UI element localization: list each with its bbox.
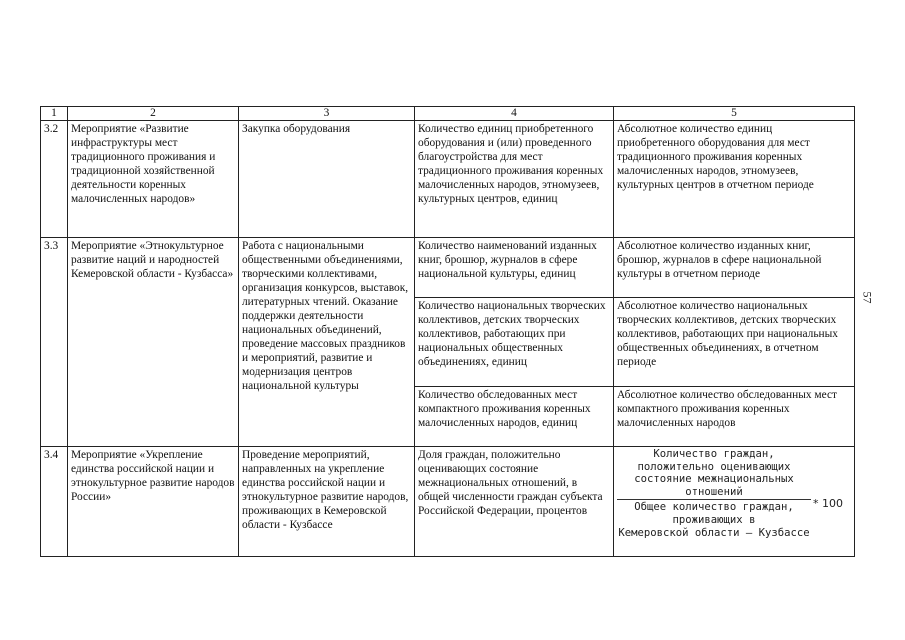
indicator-cell: Количество наименований изданных книг, брошюр, журналов в сфере национальной культуры, единиц (415, 238, 614, 298)
page-number: 57 (860, 291, 875, 304)
action-cell: Проведение мероприятий, направленных на укрепление единства российской нации и этнокультурное развитие народов, проживающих в Кемеровской области - Кузбассе (239, 447, 415, 557)
fraction-bar (617, 499, 811, 500)
event-cell: Мероприятие «Укрепление единства российской нации и этнокультурное развитие народов России» (68, 447, 239, 557)
indicator-cell: Доля граждан, положительно оценивающих состояние межнациональных отношений, в общей численности граждан субъекта Российской Федерации, процентов (415, 447, 614, 557)
formula-denominator-line: Кемеровской области – Кузбассе (618, 526, 810, 539)
indicators-table (40, 106, 855, 557)
header-cell: 3 (239, 107, 415, 121)
formula-numerator (617, 448, 811, 498)
table-row (41, 447, 855, 557)
formula-denominator (617, 501, 811, 539)
event-cell: Мероприятие «Развитие инфраструктуры мест традиционного проживания и традиционной хозяйственной деятельности коренных малочисленных народов» (68, 121, 239, 238)
event-cell: Мероприятие «Этнокультурное развитие наций и народностей Кемеровской области - Кузбасса» (68, 238, 239, 447)
indicator-cell: Количество единиц приобретенного оборудования и (или) проведенного благоустройства для мест традиционного проживания коренных малочисленных народов, этномузеев, культурных центров, единиц (415, 121, 614, 238)
indicator-cell: Количество национальных творческих коллективов, детских творческих коллективов, работающих при национальных общественных объединениях, единиц (415, 298, 614, 387)
header-cell: 5 (614, 107, 855, 121)
row-number: 3.3 (41, 238, 68, 447)
formula-numerator-line: отношений (685, 485, 743, 498)
method-cell: Абсолютное количество единиц приобретенного оборудования для мест традиционного проживания коренных малочисленных народов, этномузеев, культурных центров в отчетном периоде (614, 121, 855, 238)
row-number: 3.4 (41, 447, 68, 557)
row-number: 3.2 (41, 121, 68, 238)
header-cell: 4 (415, 107, 614, 121)
formula-multiplier: * 100 (813, 497, 843, 510)
action-cell: Закупка оборудования (239, 121, 415, 238)
formula-numerator-line: положительно оценивающих (637, 460, 791, 473)
calculation-formula (617, 448, 851, 539)
indicator-cell: Количество обследованных мест компактного проживания коренных малочисленных народов, единиц (415, 387, 614, 447)
header-cell: 1 (41, 107, 68, 121)
formula-denominator-line: проживающих в (672, 513, 756, 526)
header-cell: 2 (68, 107, 239, 121)
method-cell: Абсолютное количество изданных книг, брошюр, журналов в сфере национальной культуры в отчетном периоде (614, 238, 855, 298)
formula-denominator-line: Общее количество граждан, (634, 501, 794, 514)
method-cell: Абсолютное количество национальных творческих коллективов, детских творческих коллективов, работающих при национальных общественных объединениях, в отчетном периоде (614, 298, 855, 387)
table-header-row (41, 107, 855, 121)
action-cell: Работа с национальными общественными объединениями, творческими коллективами, организация конкурсов, выставок, литературных чтений. Оказание поддержки деятельности национальных объединений, проведение массовых праздников и мероприятий, развитие и модернизация центров национальной культуры (239, 238, 415, 447)
table-row (41, 121, 855, 238)
method-cell: Абсолютное количество обследованных мест компактного проживания коренных малочисленных народов (614, 387, 855, 447)
formula-numerator-line: Количество граждан, (653, 448, 775, 460)
table-row (41, 238, 855, 298)
formula-numerator-line: состояние межнациональных (634, 473, 794, 486)
formula-cell (614, 447, 855, 557)
